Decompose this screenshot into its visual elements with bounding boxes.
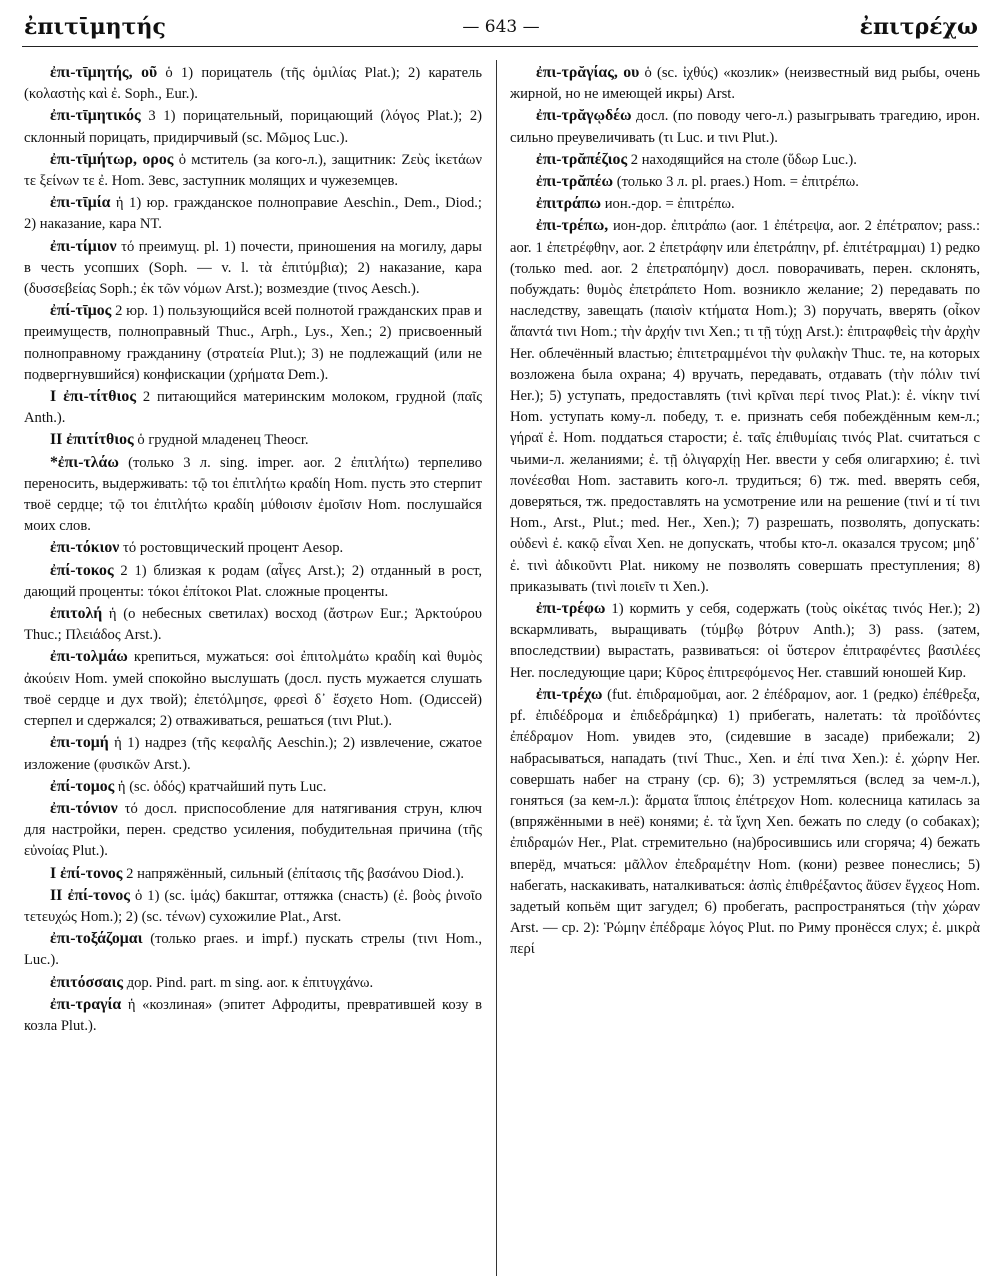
entry-definition: ἡ (sc. ὁδός) кратчайший путь Luc. — [114, 778, 327, 795]
entry-definition: ὁ 1) порицатель (τῆς ὁμιλίας Plat.); 2) каратель (κολαστὴς καὶ ἐ. Soph., Eur.). — [24, 65, 482, 103]
entry-headword: ἐπι-τῑμητικός — [50, 107, 141, 125]
header-last-word: ἐπιτρέχω — [859, 14, 978, 40]
header-rule — [22, 46, 978, 47]
entry-headword: ἐπι-τραγία — [50, 995, 122, 1013]
entry-headword: ἐπι-τῑμία — [50, 194, 111, 212]
entry-headword: ἐπιτολή — [50, 605, 103, 623]
dictionary-entry — [510, 171, 980, 193]
dictionary-entry — [24, 646, 482, 732]
entry-headword: ἐπί-τομος — [50, 777, 115, 795]
dictionary-entry — [24, 62, 482, 105]
entry-definition: τό досл. приспособление для натягивания струн, ключ для настройки, перен. средство усиления, побудительная причина (τῆς εὐνοίας Plut.). — [24, 800, 482, 860]
entry-headword: ἐπι-τρᾰγίας, ου — [536, 64, 640, 81]
entry-headword: I ἐπι-τίτθιος — [50, 388, 136, 406]
entry-headword: ἐπι-τολμάω — [50, 648, 128, 666]
entry-definition: τό ростовщический процент Aesop. — [119, 540, 344, 557]
left-column — [24, 62, 482, 1276]
entry-headword: *ἐπι-τλάω — [50, 453, 119, 471]
entry-definition: 2 питающийся материнским молоком, грудной (παῖς Anth.). — [24, 389, 482, 427]
entry-headword: ἐπι-τρᾰπέω — [536, 173, 614, 191]
entry-definition: 3 1) порицательный, порицающий (λόγος Plat.); 2) склонный порицать, придирчивый (sc. Μῶμος Luc.). — [24, 108, 482, 146]
dictionary-entry — [24, 863, 482, 885]
entry-definition: крепиться, мужаться: σοὶ ἐπιτολμάτω κραδίη καὶ θυμὸς ἀκούειν Hom. умей спокойно выслушать (досл. пусть мужается слушать твоё сердце и дух твой); ἐπετόλμησε, φρεσὶ δ᾽ ἔσχετο Hom. (Одиссей) стерпел и сдержался; 2) отваживаться, решаться (τινι Plut.). — [24, 649, 482, 730]
entry-definition: ион-дор. ἐπιτράπω (aor. 1 ἐπέτρεψα, aor. 2 ἐπέτραπον; pass.: aor. 1 ἐπετρέφθην, aor. 2 ἐπετράφην или ἐπετράπην, pf. ἐπιτέτραμμαι) 1) редко (только med. aor. 2 ἐπετραπόμην) досл. поворачивать, перен. склонять, побуждать: θυμὸς ἐπετράπετο Hom. возникло желание; 2) передавать по наследству, завещать (παισὶν κτήματα Hom.); 3) поручать, вверять (οἶκον ἅπαντά τινι Hom.; τὴν ἀρχήν τινι Xen.; τι τῇ τύχῃ Arst.): ἐπιτραφθεὶς τὴν ἀρχὴν Her. облечённый властью; ἐπιτετραμμένοι τὴν φυλακὴν Thuc. те, на которых возложена была охрана; 4) вручать, передавать, отдавать (τὴν πόλιν τινί Her.); 5) уступать, предоставлять (τινὶ κρῖναι περί τινος Plat.): ἐ. νίκην τινί Hom. уступать кому-л. победу, т. е. признать себя побеждённым кем-л.; γήραϊ ἐ. Hom. поддаться старости; ἐ. ταῖς ἐπιθυμίαις τινός Plat. считаться с чьими-л. желаниями; ἐ. τῇ ὀλιγαρχίῃ Her. ввести у себя олигархию; ἐ. τινὶ πονέεσθαι Hom. заставить кого-л. трудиться; 6) тж. med. вверять себя, доверяться, тж. предоставлять на усмотрение или на решение (τινί и τί τινι Hom., Arst., Plut.; med. Her., Xen.); 7) разрешать, позволять, допускать: οὐδενὶ ἐ. κακῷ εἶναι Xen. не допускать, чтобы кто-л. оказался трусом; μηδ᾽ ἐ. τινὶ ἀδικοῦντι Plat. никому не позволять совершать преступления; 8) приказывать (τινὶ ποιεῖν τι Xen.). — [510, 218, 980, 595]
dictionary-entry — [24, 732, 482, 775]
dictionary-entry — [24, 105, 482, 148]
entry-headword: ἐπί-τοκος — [50, 561, 114, 579]
dictionary-entry — [510, 105, 980, 148]
dictionary-entry — [510, 684, 980, 961]
entry-definition: ὁ грудной младенец Theocr. — [133, 432, 309, 449]
entry-definition: (только 3 л. pl. praes.) Hom. = ἐπιτρέπω. — [613, 174, 859, 191]
dictionary-entry — [24, 560, 482, 603]
dictionary-entry — [24, 537, 482, 559]
dictionary-entry — [510, 193, 980, 215]
entry-headword: ἐπι-τρέπω, — [536, 217, 609, 235]
dictionary-entry — [24, 994, 482, 1037]
entry-headword: ἐπι-τῑμητής, οῦ — [50, 64, 158, 81]
dictionary-entry — [24, 928, 482, 971]
right-column — [510, 62, 980, 1276]
dictionary-entry — [24, 300, 482, 386]
entry-definition: (fut. ἐπιδραμοῦμαι, aor. 2 ἐπέδραμον, aor. 1 (редко) ἐπέθρεξα, pf. ἐπιδέδρομα и ἐπιδεδράμηκα) 1) прибегать, налетать: τὰ προϊδόντες ἐπέδραμον Hom. увидев это, (сидевшие в засаде) прибежали; 2) набрасываться, нападать (τινί Thuc., Xen. и ἐπί τινα Xen.): ἐ. χώρην Her. совершать набег на страну (ср. 6); 3) устремляться (вслед за чем-л.), гоняться (за кем-л.): ἅρματα ἵπποις ἐπέτρεχον Hom. колесница катилась за (впряжёнными в неё) конями; ἐ. τὰ ἴχνη Xen. бежать по следу (о собаках); ἐπιδραμών Her., Plat. стремительно (на)бросившись или сгоряча; 4) бежать вперёд, мчаться: μᾶλλον ἐπεδραμέτην Hom. (кони) резвее понеслись; 5) набегать, наскакивать, наталкиваться: ἀσπὶς ἐπιθρέξαντος ἄϋσεν ἔγχεος Hom. задетый копьём щит загудел; 6) пробегать, распространяться (τὴν χώραν Arst. — ср. 2): Ῥώμην ἐπέδραμε λόγος Plut. по Риму пронёсся слух; ἐ. μικρὰ περί — [510, 686, 980, 958]
dictionary-entry — [24, 776, 482, 798]
entry-definition: ἡ 1) надрез (τῆς κεφαλῆς Aeschin.); 2) извлечение, сжатое изложение (φυσικῶν Arst.). — [24, 735, 482, 773]
entry-definition: ἡ «козлиная» (эпитет Афродиты, превратившей козу в козла Plut.). — [24, 996, 482, 1034]
column-divider — [496, 60, 497, 1276]
entry-definition: ион.-дор. = ἐπιτρέπω. — [601, 196, 735, 213]
entry-definition: ὁ (sc. ἰχθύς) «козлик» (неизвестный вид рыбы, очень жирной, но не имеющей икры) Arst. — [510, 65, 980, 103]
entry-definition: ἡ (о небесных светилах) восход (ἄστρων Eur.; Ἀρκτούρου Thuc.; Πλειάδος Arst.). — [24, 606, 482, 644]
header-first-word: ἐπιτῑμητής — [24, 14, 166, 40]
dictionary-entry — [24, 798, 482, 863]
entry-definition: досл. (по поводу чего-л.) разыгрывать трагедию, ирон. сильно преувеличивать (τι Luc. и τινι Plut.). — [510, 108, 980, 146]
entry-headword: ἐπιτράπω — [536, 195, 602, 213]
dictionary-entry — [510, 149, 980, 171]
entry-headword: ἐπι-τῑμήτωρ, ορος — [50, 150, 174, 168]
entry-definition: ὁ мститель (за кого-л.), защитник: Ζεὺς ἱκετάων τε ξείνων τε ἐ. Hom. Зевс, заступник молящих и чужеземцев. — [24, 151, 482, 190]
entry-definition: (только 3 л. sing. imper. aor. 2 ἐπιτλήτω) терпеливо переносить, выдерживать: τῷ τοι ἐπιτλήτω κραδίη Hom. пусть это стерпит твоё сердце; τῷ τοι ἐπιτλήτω κραδίη μύθοισιν ἐμοῖσιν Hom. послушайся моих слов. — [24, 454, 482, 535]
dictionary-entry — [24, 192, 482, 235]
dictionary-entry — [24, 885, 482, 928]
entry-headword: ἐπιτόσσαις — [50, 973, 124, 991]
dictionary-entry — [24, 386, 482, 429]
dictionary-entry — [24, 149, 482, 192]
entry-definition: τό преимущ. pl. 1) почести, приношения на могилу, дары в честь усопших (Soph. — v. l. τὰ ἐπιτύμβια); 2) наказание, кара (δυσσεβείας Soph.; ἐκ τῶν νόμων Arst.); возмездие (τινος Aesch.). — [24, 238, 482, 298]
entry-headword: ἐπι-τόκιον — [50, 539, 120, 557]
dictionary-entry — [24, 429, 482, 451]
dictionary-entry — [510, 62, 980, 105]
entry-headword: ἐπι-τρᾰγῳδέω — [536, 107, 632, 125]
entry-headword: ἐπι-τρέφω — [536, 600, 606, 618]
entry-headword: ἐπί-τῑμος — [50, 302, 112, 320]
entry-definition: ὁ 1) (sc. ἱμάς) бакштаг, оттяжка (снасть) (ἐ. βοὸς ῥινοῖο τετευχώς Hom.); 2) (sc. τένων) сухожилие Plat., Arst. — [24, 887, 482, 925]
dictionary-entry — [24, 236, 482, 301]
entry-definition: 2 1) близкая к родам (αἶγες Arst.); 2) отданный в рост, дающий проценты: τόκοι ἐπίτοκοι Plat. сложные проценты. — [24, 562, 482, 600]
entry-headword: II ἐπιτίτθιος — [50, 431, 134, 449]
dictionary-entry — [510, 215, 980, 598]
entry-headword: ἐπι-τοξάζομαι — [50, 930, 143, 948]
dictionary-entry — [510, 598, 980, 684]
dictionary-entry — [24, 972, 482, 994]
entry-definition: 2 напряжённый, сильный (ἐπίτασις τῆς βασάνου Diod.). — [122, 865, 465, 882]
entry-headword: I ἐπί-τονος — [50, 864, 123, 882]
page-number: — 643 — — [462, 17, 540, 37]
entry-definition: ἡ 1) юр. гражданское полноправие Aeschin., Dem., Diod.; 2) наказание, кара NT. — [24, 195, 482, 233]
dictionary-entry — [24, 603, 482, 646]
entry-headword: II ἐπί-τονος — [50, 886, 130, 904]
entry-headword: ἐπι-τομή — [50, 734, 109, 752]
entry-headword: ἐπι-τίμιον — [50, 237, 117, 255]
entry-definition: (только praes. и impf.) пускать стрелы (τινι Hom., Luc.). — [24, 931, 482, 969]
dictionary-entry — [24, 452, 482, 538]
page-header — [24, 14, 978, 44]
entry-headword: ἐπι-τόνιον — [50, 799, 118, 817]
entry-headword: ἐπι-τρᾰπέζιος — [536, 150, 628, 168]
entry-headword: ἐπι-τρέχω — [536, 685, 603, 703]
entry-definition: 2 находящийся на столе (ὕδωρ Luc.). — [627, 151, 857, 168]
entry-definition: 2 юр. 1) пользующийся всей полнотой гражданских прав и преимуществ, полноправный Thuc., Arph., Lys., Xen.; 2) присвоенный полноправному гражданину (στρατεία Plut.); 3) не подлежащий (или не подвергнувшийся) конфискации (χρήματα Dem.). — [24, 303, 482, 383]
entry-definition: 1) кормить у себя, содержать (τοὺς οἰκέτας τινός Her.); 2) вскармливать, выращивать (τύμβῳ βότρυν Anth.); 3) pass. (затем, впоследствии) вырастать, развиваться: οἱ ὕστερον ἐπιτραφέντες βασιλέες Her. последующие цари; Κῦρος ἐπιτρεφόμενος Her. ставший юношей Кир. — [510, 601, 980, 681]
entry-definition: дор. Pind. part. m sing. aor. к ἐπιτυγχάνω. — [123, 974, 374, 991]
